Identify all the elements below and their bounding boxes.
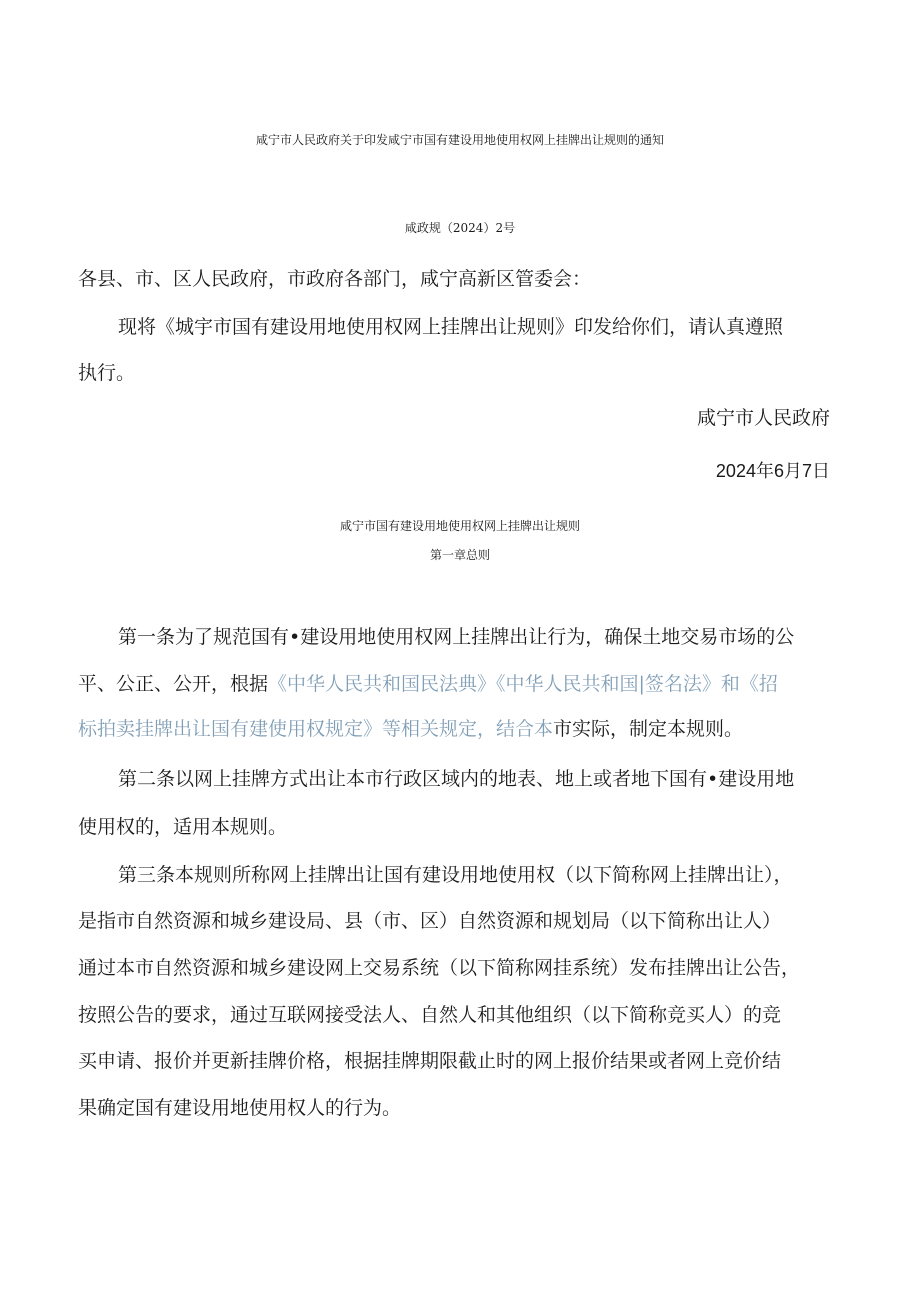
- article-3-line-5: 买申请、报价并更新挂牌价格，根据挂牌期限截止时的网上报价结果或者网上竞价结: [78, 1050, 782, 1072]
- article-1-text-end: 市实际，制定本规则。: [553, 718, 744, 740]
- article-3-line-3: 通过本市自然资源和城乡建设网上交易系统（以下简称网挂系统）发布挂牌出让公告，: [78, 957, 801, 979]
- article-2-line-2: 使用权的，适用本规则。: [78, 816, 288, 838]
- article-1-text: 平、公正、公开，根据: [78, 673, 269, 695]
- rules-title: 咸宁市国有建设用地使用权网上挂牌出让规则: [339, 519, 580, 533]
- notice-body-line-1: 现将《城宇市国有建设用地使用权网上挂牌出让规则》印发给你们，请认真遵照: [118, 316, 784, 338]
- salutation: 各县、市、区人民政府，市政府各部门，咸宁高新区管委会：: [78, 268, 592, 290]
- document-number: 咸政规（2024）2号: [404, 221, 516, 235]
- chapter-heading: 第一章总则: [429, 548, 490, 562]
- article-3-line-6: 果确定国有建设用地使用权人的行为。: [78, 1097, 402, 1119]
- law-citation-link-continued[interactable]: 标拍卖挂牌出让国有建使用权规定》等相关规定，结合本: [78, 718, 554, 740]
- notice-body-line-2: 执行。: [78, 362, 136, 384]
- notice-title: 咸宁市人民政府关于印发咸宁市国有建设用地使用权网上挂牌出让规则的通知: [255, 133, 664, 147]
- article-1-line-1: 第一条为了规范国有•建设用地使用权网上挂牌出让行为，确保土地交易市场的公: [118, 626, 795, 648]
- issue-date: 2024年6月7日: [715, 461, 830, 481]
- article-3-line-2: 是指市自然资源和城乡建设局、县（市、区）自然资源和规划局（以下简称出让人）: [78, 910, 782, 932]
- article-3-line-1: 第三条本规则所称网上挂牌出让国有建设用地使用权（以下简称网上挂牌出让），: [118, 864, 793, 886]
- article-2-line-1: 第二条以网上挂牌方式出让本市行政区域内的地表、地上或者地下国有•建设用地: [118, 768, 795, 790]
- issuer-signature: 咸宁市人民政府: [696, 407, 830, 429]
- article-1-line-2: [78, 675, 778, 694]
- law-citation-link[interactable]: 《中华人民共和国民法典》《中华人民共和国|签名法》和《招: [268, 673, 778, 695]
- article-1-line-3: [78, 720, 743, 739]
- article-3-line-4: 按照公告的要求，通过互联网接受法人、自然人和其他组织（以下简称竞买人）的竞: [78, 1004, 782, 1026]
